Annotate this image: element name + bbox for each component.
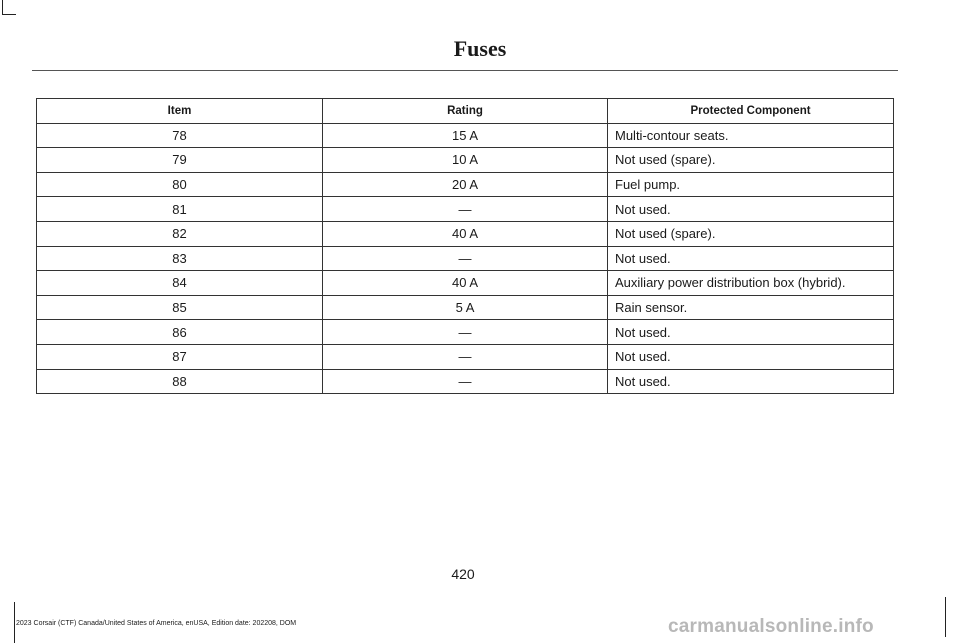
- page-number: 420: [451, 566, 475, 582]
- table-row: [37, 221, 894, 246]
- column-header-item: Item: [37, 99, 323, 124]
- cell-rating: —: [323, 246, 608, 271]
- footer-edition-text: 2023 Corsair (CTF) Canada/United States of America, enUSA, Edition date: 202208, DOM: [16, 620, 297, 627]
- cell-protected-component: Auxiliary power distribution box (hybrid).: [608, 271, 894, 296]
- cell-protected-component: Not used.: [608, 197, 894, 222]
- cell-rating: 20 A: [323, 172, 608, 197]
- crop-mark-top-left-vertical: [2, 0, 3, 14]
- cell-item: 88: [37, 369, 323, 394]
- title-divider: [32, 70, 898, 71]
- column-header-protected-component: Protected Component: [608, 99, 894, 124]
- cell-protected-component: Not used.: [608, 344, 894, 369]
- cell-rating: —: [323, 197, 608, 222]
- table-row: [37, 320, 894, 345]
- cell-item: 87: [37, 344, 323, 369]
- cell-protected-component: Fuel pump.: [608, 172, 894, 197]
- table-row: [37, 295, 894, 320]
- cell-rating: 40 A: [323, 221, 608, 246]
- table-row: [37, 369, 894, 394]
- cell-item: 80: [37, 172, 323, 197]
- crop-mark-bottom-left-vertical: [14, 602, 15, 643]
- cell-protected-component: Multi-contour seats.: [608, 123, 894, 148]
- cell-rating: 5 A: [323, 295, 608, 320]
- cell-protected-component: Rain sensor.: [608, 295, 894, 320]
- crop-mark-bottom-right-vertical: [945, 597, 946, 637]
- cell-protected-component: Not used.: [608, 320, 894, 345]
- cell-protected-component: Not used.: [608, 246, 894, 271]
- table-row: [37, 271, 894, 296]
- fuse-table: [36, 98, 894, 394]
- cell-item: 86: [37, 320, 323, 345]
- cell-item: 82: [37, 221, 323, 246]
- cell-item: 79: [37, 148, 323, 173]
- table-row: [37, 246, 894, 271]
- watermark-text: carmanualsonline.info: [668, 616, 874, 637]
- cell-item: 78: [37, 123, 323, 148]
- cell-item: 84: [37, 271, 323, 296]
- table-row: [37, 123, 894, 148]
- cell-rating: —: [323, 369, 608, 394]
- cell-item: 81: [37, 197, 323, 222]
- cell-rating: 10 A: [323, 148, 608, 173]
- cell-item: 85: [37, 295, 323, 320]
- column-header-rating: Rating: [323, 99, 608, 124]
- cell-rating: 40 A: [323, 271, 608, 296]
- table-header-row: [37, 99, 894, 124]
- table-row: [37, 197, 894, 222]
- cell-protected-component: Not used.: [608, 369, 894, 394]
- cell-item: 83: [37, 246, 323, 271]
- table-row: [37, 148, 894, 173]
- cell-protected-component: Not used (spare).: [608, 148, 894, 173]
- table-row: [37, 172, 894, 197]
- cell-rating: —: [323, 320, 608, 345]
- cell-rating: 15 A: [323, 123, 608, 148]
- table-row: [37, 344, 894, 369]
- cell-rating: —: [323, 344, 608, 369]
- page-title: Fuses: [453, 36, 507, 61]
- cell-protected-component: Not used (spare).: [608, 221, 894, 246]
- crop-mark-top-left-horizontal: [2, 14, 16, 15]
